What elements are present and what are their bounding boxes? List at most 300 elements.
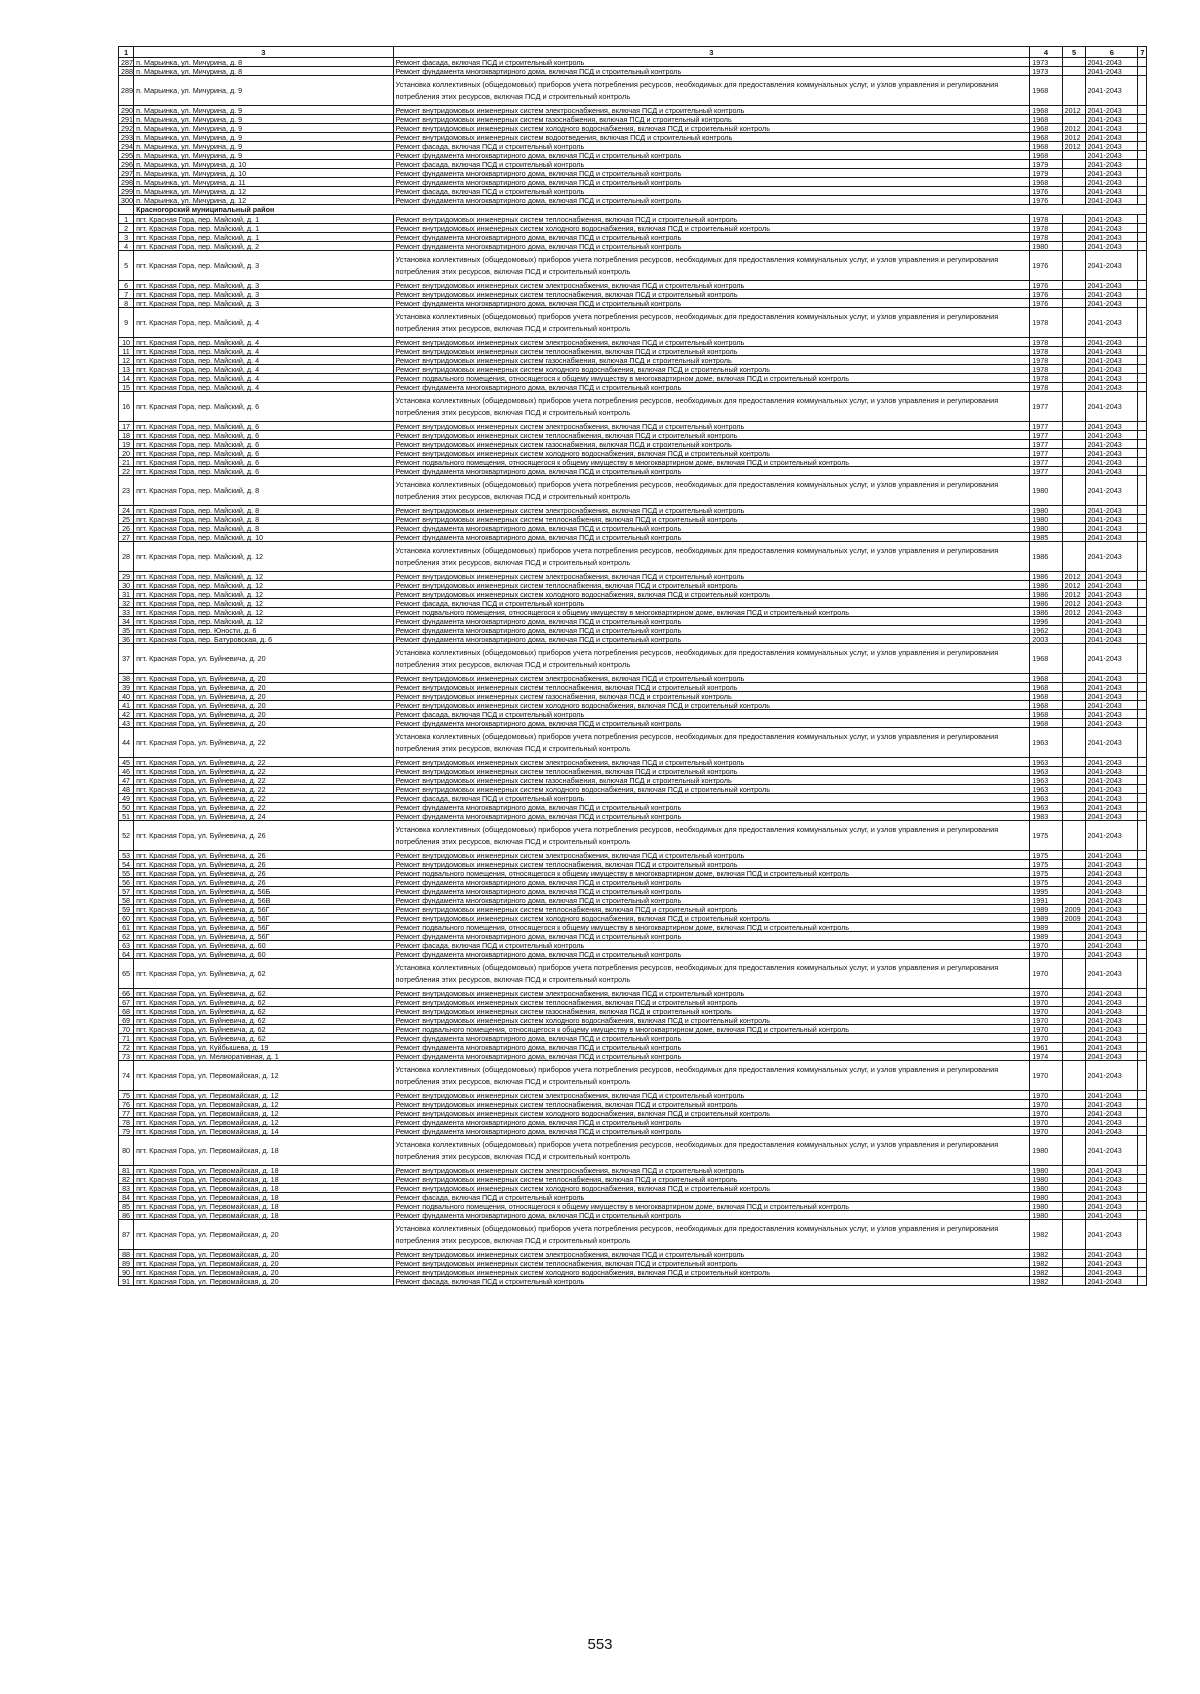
- work-type-cell: Ремонт внутридомовых инженерных систем холодного водоснабжения, включая ПСД и строительный контроль: [393, 124, 1030, 133]
- planned-period-cell: 2041-2043: [1086, 626, 1138, 635]
- extra-column-cell: [1138, 1259, 1147, 1268]
- address-cell: пгт. Красная Гора, ул. Буйневича, д. 60: [134, 941, 393, 950]
- work-type-cell: Установка коллективных (общедомовых) приборов учета потребления ресурсов, необходимых для предоставления коммунальных услуг, и узлов управления и регулирования потребления этих ресурсов, включая ПСД и строительный контроль: [393, 1136, 1030, 1166]
- last-repair-year-cell: [1062, 458, 1086, 467]
- row-number-cell: 77: [119, 1109, 134, 1118]
- row-number-cell: 67: [119, 998, 134, 1007]
- build-year-cell: 1982: [1030, 1268, 1062, 1277]
- planned-period-cell: 2041-2043: [1086, 431, 1138, 440]
- build-year-cell: 1989: [1030, 914, 1062, 923]
- extra-column-cell: [1138, 542, 1147, 572]
- planned-period-cell: 2041-2043: [1086, 515, 1138, 524]
- work-type-cell: Установка коллективных (общедомовых) приборов учета потребления ресурсов, необходимых для предоставления коммунальных услуг, и узлов управления и регулирования потребления этих ресурсов, включая ПСД и строительный контроль: [393, 76, 1030, 106]
- work-type-cell: Ремонт внутридомовых инженерных систем холодного водоснабжения, включая ПСД и строительный контроль: [393, 914, 1030, 923]
- planned-period-cell: 2041-2043: [1086, 347, 1138, 356]
- address-cell: п. Марьинка, ул. Мичурина, д. 11: [134, 178, 393, 187]
- work-type-cell: Ремонт внутридомовых инженерных систем холодного водоснабжения, включая ПСД и строительный контроль: [393, 224, 1030, 233]
- address-cell: пгт. Красная Гора, ул. Буйневича, д. 62: [134, 1016, 393, 1025]
- table-row: [119, 701, 1147, 710]
- build-year-cell: 1978: [1030, 233, 1062, 242]
- last-repair-year-cell: [1062, 374, 1086, 383]
- address-cell: пгт. Красная Гора, ул. Буйневича, д. 20: [134, 692, 393, 701]
- planned-period-cell: 2041-2043: [1086, 151, 1138, 160]
- last-repair-year-cell: [1062, 674, 1086, 683]
- build-year-cell: 1978: [1030, 374, 1062, 383]
- work-type-cell: Ремонт фасада, включая ПСД и строительный контроль: [393, 187, 1030, 196]
- work-type-cell: Установка коллективных (общедомовых) приборов учета потребления ресурсов, необходимых для предоставления коммунальных услуг, и узлов управления и регулирования потребления этих ресурсов, включая ПСД и строительный контроль: [393, 1220, 1030, 1250]
- last-repair-year-cell: [1062, 178, 1086, 187]
- work-type-cell: Ремонт фундамента многоквартирного дома, включая ПСД и строительный контроль: [393, 719, 1030, 728]
- build-year-cell: 1963: [1030, 767, 1062, 776]
- extra-column-cell: [1138, 440, 1147, 449]
- extra-column-cell: [1138, 941, 1147, 950]
- table-row: [119, 449, 1147, 458]
- planned-period-cell: 2041-2043: [1086, 701, 1138, 710]
- work-type-cell: Ремонт внутридомовых инженерных систем газоснабжения, включая ПСД и строительный контроль: [393, 692, 1030, 701]
- table-row: [119, 476, 1147, 506]
- table-row: [119, 1052, 1147, 1061]
- row-number-cell: 50: [119, 803, 134, 812]
- last-repair-year-cell: 2012: [1062, 106, 1086, 115]
- extra-column-cell: [1138, 1175, 1147, 1184]
- address-cell: пгт. Красная Гора, пер. Майский, д. 3: [134, 299, 393, 308]
- table-row: [119, 431, 1147, 440]
- last-repair-year-cell: [1062, 290, 1086, 299]
- work-type-cell: Ремонт фундамента многоквартирного дома, включая ПСД и строительный контроль: [393, 299, 1030, 308]
- build-year-cell: 1978: [1030, 338, 1062, 347]
- last-repair-year-cell: [1062, 115, 1086, 124]
- row-number-cell: 26: [119, 524, 134, 533]
- row-number-cell: 24: [119, 506, 134, 515]
- last-repair-year-cell: [1062, 1259, 1086, 1268]
- planned-period-cell: 2041-2043: [1086, 76, 1138, 106]
- build-year-cell: 1975: [1030, 821, 1062, 851]
- build-year-cell: 1982: [1030, 1220, 1062, 1250]
- extra-column-cell: [1138, 719, 1147, 728]
- build-year-cell: 1986: [1030, 572, 1062, 581]
- work-type-cell: Ремонт внутридомовых инженерных систем теплоснабжения, включая ПСД и строительный контроль: [393, 860, 1030, 869]
- address-cell: пгт. Красная Гора, ул. Первомайская, д. 12: [134, 1091, 393, 1100]
- table-row: [119, 767, 1147, 776]
- table-row: [119, 728, 1147, 758]
- work-type-cell: Ремонт фундамента многоквартирного дома, включая ПСД и строительный контроль: [393, 151, 1030, 160]
- planned-period-cell: 2041-2043: [1086, 142, 1138, 151]
- extra-column-cell: [1138, 626, 1147, 635]
- table-row: [119, 812, 1147, 821]
- row-number-cell: 51: [119, 812, 134, 821]
- last-repair-year-cell: [1062, 431, 1086, 440]
- extra-column-cell: [1138, 878, 1147, 887]
- table-row: [119, 950, 1147, 959]
- row-number-cell: 17: [119, 422, 134, 431]
- table-row: [119, 674, 1147, 683]
- address-cell: пгт. Красная Гора, пер. Майский, д. 6: [134, 467, 393, 476]
- last-repair-year-cell: [1062, 803, 1086, 812]
- header-row: [119, 47, 1147, 58]
- address-cell: пгт. Красная Гора, пер. Майский, д. 8: [134, 515, 393, 524]
- table-row: [119, 626, 1147, 635]
- work-type-cell: Ремонт фундамента многоквартирного дома, включая ПСД и строительный контроль: [393, 533, 1030, 542]
- build-year-cell: 1973: [1030, 58, 1062, 67]
- last-repair-year-cell: [1062, 308, 1086, 338]
- row-number-cell: 288: [119, 67, 134, 76]
- build-year-cell: 1980: [1030, 524, 1062, 533]
- planned-period-cell: 2041-2043: [1086, 803, 1138, 812]
- table-row: [119, 959, 1147, 989]
- planned-period-cell: 2041-2043: [1086, 1025, 1138, 1034]
- row-number-cell: 8: [119, 299, 134, 308]
- extra-column-cell: [1138, 1118, 1147, 1127]
- row-number-cell: 74: [119, 1061, 134, 1091]
- extra-column-cell: [1138, 281, 1147, 290]
- extra-column-cell: [1138, 1277, 1147, 1286]
- last-repair-year-cell: [1062, 440, 1086, 449]
- last-repair-year-cell: [1062, 617, 1086, 626]
- last-repair-year-cell: [1062, 1277, 1086, 1286]
- table-row: [119, 290, 1147, 299]
- last-repair-year-cell: [1062, 719, 1086, 728]
- extra-column-cell: [1138, 224, 1147, 233]
- table-row: [119, 215, 1147, 224]
- extra-column-cell: [1138, 338, 1147, 347]
- build-year-cell: 1963: [1030, 785, 1062, 794]
- table-row: [119, 869, 1147, 878]
- row-number-cell: 91: [119, 1277, 134, 1286]
- planned-period-cell: 2041-2043: [1086, 572, 1138, 581]
- address-cell: п. Марьинка, ул. Мичурина, д. 9: [134, 142, 393, 151]
- row-number-cell: 52: [119, 821, 134, 851]
- row-number-cell: 65: [119, 959, 134, 989]
- build-year-cell: 1977: [1030, 422, 1062, 431]
- table-row: [119, 821, 1147, 851]
- work-type-cell: Ремонт фасада, включая ПСД и строительный контроль: [393, 710, 1030, 719]
- address-cell: пгт. Красная Гора, пер. Майский, д. 6: [134, 422, 393, 431]
- extra-column-cell: [1138, 422, 1147, 431]
- row-number-cell: 28: [119, 542, 134, 572]
- row-number-cell: 60: [119, 914, 134, 923]
- address-cell: п. Марьинка, ул. Мичурина, д. 8: [134, 58, 393, 67]
- table-row: [119, 1220, 1147, 1250]
- planned-period-cell: 2041-2043: [1086, 617, 1138, 626]
- last-repair-year-cell: [1062, 932, 1086, 941]
- row-number-cell: 294: [119, 142, 134, 151]
- extra-column-cell: [1138, 644, 1147, 674]
- extra-column-cell: [1138, 674, 1147, 683]
- work-type-cell: Ремонт внутридомовых инженерных систем теплоснабжения, включая ПСД и строительный контроль: [393, 1100, 1030, 1109]
- extra-column-cell: [1138, 58, 1147, 67]
- address-cell: пгт. Красная Гора, ул. Буйневича, д. 56Г: [134, 923, 393, 932]
- last-repair-year-cell: 2012: [1062, 599, 1086, 608]
- build-year-cell: 1970: [1030, 1100, 1062, 1109]
- planned-period-cell: 2041-2043: [1086, 635, 1138, 644]
- address-cell: пгт. Красная Гора, ул. Буйневича, д. 62: [134, 989, 393, 998]
- address-cell: пгт. Красная Гора, пер. Майский, д. 6: [134, 440, 393, 449]
- row-number-cell: 88: [119, 1250, 134, 1259]
- extra-column-cell: [1138, 590, 1147, 599]
- repair-schedule-table: [118, 46, 1147, 1286]
- build-year-cell: 1978: [1030, 365, 1062, 374]
- last-repair-year-cell: 2012: [1062, 608, 1086, 617]
- work-type-cell: Ремонт фундамента многоквартирного дома, включая ПСД и строительный контроль: [393, 233, 1030, 242]
- address-cell: пгт. Красная Гора, пер. Майский, д. 1: [134, 224, 393, 233]
- address-cell: п. Марьинка, ул. Мичурина, д. 9: [134, 124, 393, 133]
- row-number-cell: 18: [119, 431, 134, 440]
- row-number-cell: 287: [119, 58, 134, 67]
- build-year-cell: 1980: [1030, 1193, 1062, 1202]
- extra-column-cell: [1138, 1100, 1147, 1109]
- table-row: [119, 115, 1147, 124]
- planned-period-cell: 2041-2043: [1086, 383, 1138, 392]
- planned-period-cell: 2041-2043: [1086, 215, 1138, 224]
- table-row: [119, 1127, 1147, 1136]
- build-year-cell: 1980: [1030, 1166, 1062, 1175]
- address-cell: пгт. Красная Гора, пер. Майский, д. 4: [134, 374, 393, 383]
- build-year-cell: 1976: [1030, 251, 1062, 281]
- build-year-cell: 1980: [1030, 242, 1062, 251]
- table-body: [119, 47, 1147, 1286]
- planned-period-cell: 2041-2043: [1086, 533, 1138, 542]
- work-type-cell: Ремонт фундамента многоквартирного дома, включая ПСД и строительный контроль: [393, 1052, 1030, 1061]
- last-repair-year-cell: [1062, 251, 1086, 281]
- last-repair-year-cell: [1062, 635, 1086, 644]
- page-number: 553: [587, 1636, 613, 1653]
- build-year-cell: 1963: [1030, 776, 1062, 785]
- last-repair-year-cell: [1062, 1211, 1086, 1220]
- last-repair-year-cell: 2012: [1062, 581, 1086, 590]
- planned-period-cell: 2041-2043: [1086, 1007, 1138, 1016]
- last-repair-year-cell: [1062, 365, 1086, 374]
- planned-period-cell: 2041-2043: [1086, 160, 1138, 169]
- table-row: [119, 887, 1147, 896]
- table-row: [119, 905, 1147, 914]
- address-cell: пгт. Красная Гора, ул. Буйневича, д. 20: [134, 719, 393, 728]
- planned-period-cell: 2041-2043: [1086, 233, 1138, 242]
- build-year-cell: 1968: [1030, 106, 1062, 115]
- table-row: [119, 160, 1147, 169]
- last-repair-year-cell: [1062, 233, 1086, 242]
- table-row: [119, 692, 1147, 701]
- planned-period-cell: 2041-2043: [1086, 169, 1138, 178]
- last-repair-year-cell: [1062, 767, 1086, 776]
- planned-period-cell: 2041-2043: [1086, 281, 1138, 290]
- last-repair-year-cell: [1062, 196, 1086, 205]
- row-number-cell: 15: [119, 383, 134, 392]
- planned-period-cell: 2041-2043: [1086, 719, 1138, 728]
- planned-period-cell: 2041-2043: [1086, 242, 1138, 251]
- row-number-cell: 75: [119, 1091, 134, 1100]
- extra-column-cell: [1138, 998, 1147, 1007]
- planned-period-cell: 2041-2043: [1086, 133, 1138, 142]
- address-cell: пгт. Красная Гора, пер. Майский, д. 4: [134, 383, 393, 392]
- work-type-cell: Ремонт внутридомовых инженерных систем холодного водоснабжения, включая ПСД и строительный контроль: [393, 590, 1030, 599]
- planned-period-cell: 2041-2043: [1086, 1175, 1138, 1184]
- extra-column-cell: [1138, 347, 1147, 356]
- planned-period-cell: 2041-2043: [1086, 860, 1138, 869]
- planned-period-cell: 2041-2043: [1086, 776, 1138, 785]
- planned-period-cell: 2041-2043: [1086, 178, 1138, 187]
- extra-column-cell: [1138, 133, 1147, 142]
- address-cell: пгт. Красная Гора, пер. Майский, д. 12: [134, 581, 393, 590]
- table-row: [119, 76, 1147, 106]
- work-type-cell: Ремонт фасада, включая ПСД и строительный контроль: [393, 160, 1030, 169]
- work-type-cell: Ремонт фундамента многоквартирного дома, включая ПСД и строительный контроль: [393, 950, 1030, 959]
- table-row: [119, 1136, 1147, 1166]
- last-repair-year-cell: [1062, 1091, 1086, 1100]
- planned-period-cell: 2041-2043: [1086, 374, 1138, 383]
- work-type-cell: Ремонт фундамента многоквартирного дома, включая ПСД и строительный контроль: [393, 887, 1030, 896]
- work-type-cell: Ремонт внутридомовых инженерных систем электроснабжения, включая ПСД и строительный контроль: [393, 1166, 1030, 1175]
- work-type-cell: Ремонт внутридомовых инженерных систем электроснабжения, включая ПСД и строительный контроль: [393, 1250, 1030, 1259]
- table-row: [119, 1034, 1147, 1043]
- build-year-cell: 1982: [1030, 1259, 1062, 1268]
- last-repair-year-cell: 2012: [1062, 142, 1086, 151]
- planned-period-cell: 2041-2043: [1086, 506, 1138, 515]
- extra-column-cell: [1138, 932, 1147, 941]
- build-year-cell: 1974: [1030, 1052, 1062, 1061]
- last-repair-year-cell: [1062, 299, 1086, 308]
- extra-column-cell: [1138, 1109, 1147, 1118]
- build-year-cell: 1968: [1030, 115, 1062, 124]
- extra-column-cell: [1138, 959, 1147, 989]
- last-repair-year-cell: [1062, 1166, 1086, 1175]
- work-type-cell: Ремонт подвального помещения, относящегося к общему имуществу в многоквартирном доме, включая ПСД и строительный контроль: [393, 1202, 1030, 1211]
- table-row: [119, 242, 1147, 251]
- document-page: [118, 46, 1147, 1286]
- row-number-cell: 6: [119, 281, 134, 290]
- table-row: [119, 124, 1147, 133]
- last-repair-year-cell: [1062, 776, 1086, 785]
- last-repair-year-cell: [1062, 1193, 1086, 1202]
- row-number-cell: 300: [119, 196, 134, 205]
- last-repair-year-cell: [1062, 1109, 1086, 1118]
- table-row: [119, 233, 1147, 242]
- extra-column-cell: [1138, 1166, 1147, 1175]
- extra-column-cell: [1138, 1127, 1147, 1136]
- work-type-cell: Ремонт внутридомовых инженерных систем теплоснабжения, включая ПСД и строительный контроль: [393, 1259, 1030, 1268]
- work-type-cell: Ремонт фундамента многоквартирного дома, включая ПСД и строительный контроль: [393, 467, 1030, 476]
- build-year-cell: 1970: [1030, 1016, 1062, 1025]
- build-year-cell: 1976: [1030, 187, 1062, 196]
- table-row: [119, 932, 1147, 941]
- build-year-cell: 1985: [1030, 533, 1062, 542]
- address-cell: пгт. Красная Гора, ул. Первомайская, д. 20: [134, 1259, 393, 1268]
- work-type-cell: Установка коллективных (общедомовых) приборов учета потребления ресурсов, необходимых для предоставления коммунальных услуг, и узлов управления и регулирования потребления этих ресурсов, включая ПСД и строительный контроль: [393, 542, 1030, 572]
- build-year-cell: 1975: [1030, 851, 1062, 860]
- planned-period-cell: 2041-2043: [1086, 941, 1138, 950]
- planned-period-cell: 2041-2043: [1086, 1211, 1138, 1220]
- work-type-cell: Ремонт внутридомовых инженерных систем газоснабжения, включая ПСД и строительный контроль: [393, 440, 1030, 449]
- build-year-cell: 1970: [1030, 1118, 1062, 1127]
- table-row: [119, 719, 1147, 728]
- address-cell: пгт. Красная Гора, пер. Майский, д. 6: [134, 431, 393, 440]
- address-cell: пгт. Красная Гора, пер. Майский, д. 4: [134, 365, 393, 374]
- address-cell: пгт. Красная Гора, пер. Майский, д. 12: [134, 617, 393, 626]
- build-year-cell: 1970: [1030, 950, 1062, 959]
- header-cell: 4: [1030, 47, 1062, 58]
- extra-column-cell: [1138, 1061, 1147, 1091]
- work-type-cell: Ремонт фундамента многоквартирного дома, включая ПСД и строительный контроль: [393, 626, 1030, 635]
- row-number-cell: 42: [119, 710, 134, 719]
- planned-period-cell: 2041-2043: [1086, 115, 1138, 124]
- planned-period-cell: 2041-2043: [1086, 187, 1138, 196]
- work-type-cell: Ремонт внутридомовых инженерных систем холодного водоснабжения, включая ПСД и строительный контроль: [393, 1184, 1030, 1193]
- build-year-cell: 1977: [1030, 449, 1062, 458]
- last-repair-year-cell: [1062, 524, 1086, 533]
- extra-column-cell: [1138, 1091, 1147, 1100]
- table-row: [119, 683, 1147, 692]
- header-cell: 1: [119, 47, 134, 58]
- row-number-cell: 78: [119, 1118, 134, 1127]
- work-type-cell: Ремонт фасада, включая ПСД и строительный контроль: [393, 1277, 1030, 1286]
- table-row: [119, 458, 1147, 467]
- row-number-cell: 7: [119, 290, 134, 299]
- build-year-cell: 1970: [1030, 998, 1062, 1007]
- row-number-cell: 13: [119, 365, 134, 374]
- planned-period-cell: 2041-2043: [1086, 524, 1138, 533]
- address-cell: пгт. Красная Гора, ул. Буйневича, д. 56В: [134, 896, 393, 905]
- build-year-cell: 1978: [1030, 356, 1062, 365]
- table-row: [119, 467, 1147, 476]
- address-cell: пгт. Красная Гора, ул. Буйневича, д. 20: [134, 644, 393, 674]
- address-cell: пгт. Красная Гора, пер. Майский, д. 12: [134, 542, 393, 572]
- row-number-cell: 25: [119, 515, 134, 524]
- last-repair-year-cell: [1062, 515, 1086, 524]
- build-year-cell: 1970: [1030, 1109, 1062, 1118]
- planned-period-cell: 2041-2043: [1086, 932, 1138, 941]
- address-cell: пгт. Красная Гора, ул. Буйневича, д. 56Г: [134, 905, 393, 914]
- work-type-cell: Ремонт подвального помещения, относящегося к общему имуществу в многоквартирном доме, включая ПСД и строительный контроль: [393, 608, 1030, 617]
- address-cell: пгт. Красная Гора, пер. Майский, д. 4: [134, 347, 393, 356]
- row-number-cell: 20: [119, 449, 134, 458]
- work-type-cell: Ремонт фундамента многоквартирного дома, включая ПСД и строительный контроль: [393, 932, 1030, 941]
- table-row: [119, 644, 1147, 674]
- row-number-cell: 54: [119, 860, 134, 869]
- extra-column-cell: [1138, 710, 1147, 719]
- work-type-cell: Ремонт фундамента многоквартирного дома, включая ПСД и строительный контроль: [393, 1118, 1030, 1127]
- row-number-cell: 30: [119, 581, 134, 590]
- last-repair-year-cell: [1062, 1052, 1086, 1061]
- build-year-cell: 1980: [1030, 476, 1062, 506]
- extra-column-cell: [1138, 449, 1147, 458]
- build-year-cell: 1968: [1030, 644, 1062, 674]
- header-cell: 7: [1138, 47, 1147, 58]
- work-type-cell: Ремонт фасада, включая ПСД и строительный контроль: [393, 941, 1030, 950]
- last-repair-year-cell: [1062, 887, 1086, 896]
- table-row: [119, 1118, 1147, 1127]
- work-type-cell: Установка коллективных (общедомовых) приборов учета потребления ресурсов, необходимых для предоставления коммунальных услуг, и узлов управления и регулирования потребления этих ресурсов, включая ПСД и строительный контроль: [393, 251, 1030, 281]
- last-repair-year-cell: [1062, 860, 1086, 869]
- planned-period-cell: 2041-2043: [1086, 106, 1138, 115]
- row-number-cell: 9: [119, 308, 134, 338]
- planned-period-cell: 2041-2043: [1086, 308, 1138, 338]
- extra-column-cell: [1138, 374, 1147, 383]
- planned-period-cell: 2041-2043: [1086, 338, 1138, 347]
- extra-column-cell: [1138, 860, 1147, 869]
- row-number-cell: 27: [119, 533, 134, 542]
- last-repair-year-cell: [1062, 998, 1086, 1007]
- last-repair-year-cell: [1062, 151, 1086, 160]
- extra-column-cell: [1138, 1034, 1147, 1043]
- work-type-cell: Ремонт фасада, включая ПСД и строительный контроль: [393, 58, 1030, 67]
- last-repair-year-cell: [1062, 347, 1086, 356]
- work-type-cell: Ремонт внутридомовых инженерных систем электроснабжения, включая ПСД и строительный контроль: [393, 572, 1030, 581]
- address-cell: пгт. Красная Гора, ул. Первомайская, д. 12: [134, 1061, 393, 1091]
- planned-period-cell: 2041-2043: [1086, 251, 1138, 281]
- extra-column-cell: [1138, 1136, 1147, 1166]
- last-repair-year-cell: [1062, 67, 1086, 76]
- row-number-cell: 80: [119, 1136, 134, 1166]
- last-repair-year-cell: [1062, 422, 1086, 431]
